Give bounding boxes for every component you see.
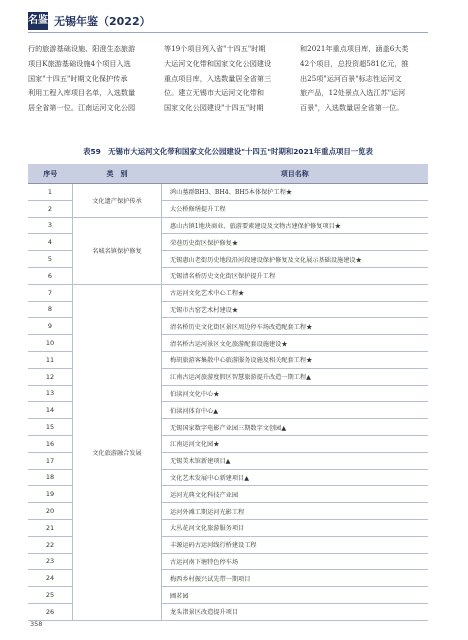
text-line: 位。建立无锡市大运河文化带和: [164, 88, 265, 98]
project-name: 鸿山墓群BH3、BH4、BH5本体保护工程★: [162, 184, 429, 201]
project-name: 伯渎河体育中心▲: [162, 402, 429, 419]
project-name: 荣巷历史街区保护修复★: [162, 234, 429, 251]
project-name: 清名桥历史文化街区景区周边停车场改造配套工程★: [162, 318, 429, 335]
row-number: 17: [28, 452, 73, 469]
row-number: 12: [28, 368, 73, 385]
text-line: 百景"，入选数量居全省第一位。: [300, 103, 404, 113]
project-name: 无锡惠山老街历史地段沿河段建设保护修复及文化展示基础设施建设★: [162, 251, 429, 268]
header-number: 序号: [28, 164, 73, 184]
project-name: 清名桥古运河景区文化旅游配套设施建设★: [162, 335, 429, 352]
project-name: 无锡市古窑艺术村建设★: [162, 301, 429, 318]
project-name: 江南古运河旅游度假区智慧旅游提升改造一期工程▲: [162, 368, 429, 385]
row-number: 23: [28, 553, 73, 570]
book-title: 无锡年鉴（2022）: [54, 15, 151, 28]
header-divider: [28, 32, 428, 33]
row-number: 21: [28, 519, 73, 536]
project-name: 江南运河文化园★: [162, 435, 429, 452]
text-column-3: [300, 42, 428, 116]
table-title: 表59 无锡市大运河文化带和国家文化公园建设"十四五"时期和2021年重点项目一览表: [83, 147, 373, 156]
row-number: 8: [28, 301, 73, 318]
text-line: 国家"十四五"时期文化保护传承: [28, 73, 128, 83]
row-number: 20: [28, 503, 73, 520]
row-number: 9: [28, 318, 73, 335]
text-column-2: [164, 42, 292, 116]
projects-table: [28, 164, 428, 621]
row-number: 7: [28, 284, 73, 301]
row-number: 2: [28, 200, 73, 217]
text-line: 国家文化公园建设"十四五"时期: [164, 103, 264, 113]
project-name: 古运河文化艺术中心工程★: [162, 284, 429, 301]
text-line: 等19个项目列入省"十四五"时期: [164, 44, 266, 53]
body-text: [28, 42, 428, 116]
project-name: 龙头渚景区改造提升项目: [162, 603, 429, 620]
row-number: 24: [28, 570, 73, 587]
row-number: 22: [28, 536, 73, 553]
project-name: 大丛花河文化旅游服务项目: [162, 519, 429, 536]
project-name: 运河外滩工期运河光影工程: [162, 503, 429, 520]
table-header-row: [28, 164, 428, 184]
category-cell: 文化旅游融合发展: [73, 284, 162, 620]
row-number: 13: [28, 385, 73, 402]
header-project-name: 项目名称: [162, 164, 429, 184]
project-name: 圃茗园: [162, 587, 429, 604]
project-name: 梅西乡村振兴试先带一期项目: [162, 570, 429, 587]
table-row: [28, 284, 428, 301]
category-cell: 文化遗产保护传承: [73, 184, 162, 218]
row-number: 6: [28, 267, 73, 284]
project-name: 惠山古镇1地块商业、旅游要素建设及文物古建保护修复项目★: [162, 217, 429, 234]
project-name: 运河光典文化科技产业园: [162, 486, 429, 503]
project-name: 丰源运码古运河线行桥建设工程: [162, 536, 429, 553]
text-line: 大运河文化带和国家文化公园建设: [164, 58, 272, 68]
project-name: 梅胡旅游客集散中心旅游服务设施及相关配套工程★: [162, 351, 429, 368]
text-line: 项目K旅游基础设施4个项目入选: [28, 58, 131, 68]
page-number: 358: [30, 620, 43, 628]
category-cell: 名城名镇保护修复: [73, 217, 162, 284]
project-name: 伯渎河文化中心★: [162, 385, 429, 402]
text-line: 42个项目，总投资超581亿元，推: [300, 58, 409, 68]
row-number: 25: [28, 587, 73, 604]
table-body: [28, 184, 428, 621]
text-line: 和2021年重点项目库，涵盖6大类: [300, 44, 409, 53]
row-number: 1: [28, 184, 73, 201]
row-number: 26: [28, 603, 73, 620]
table-row: [28, 217, 428, 234]
row-number: 3: [28, 217, 73, 234]
row-number: 16: [28, 435, 73, 452]
text-line: 居全省第一位。江南运河文化公园: [28, 103, 136, 113]
yearbook-logo: 名鉴: [28, 12, 48, 30]
project-name: 文化艺术发展中心新建项目▲: [162, 469, 429, 486]
text-line: 旅产品，12处景点入选江苏"运河: [300, 88, 406, 98]
project-name: 无锡清名桥历史文化街区保护提升工程: [162, 267, 429, 284]
row-number: 18: [28, 469, 73, 486]
row-number: 4: [28, 234, 73, 251]
row-number: 10: [28, 335, 73, 352]
row-number: 14: [28, 402, 73, 419]
text-line: 出25项"运河百景"标志性运河文: [300, 73, 402, 83]
project-name: 大公桥修缮提升工程: [162, 200, 429, 217]
table-row: [28, 184, 428, 201]
header-category: 类 别: [73, 164, 162, 184]
text-line: 利用工程入库项目名单，入选数量: [28, 88, 136, 98]
text-column-1: [28, 42, 156, 116]
text-line: 重点项目库，入选数量居全省第三: [164, 73, 272, 83]
page-header: [28, 12, 151, 30]
project-name: 无锡国家数字电影产业园三期数字文创园▲: [162, 419, 429, 436]
project-name: 无锡美术馆新建项目▲: [162, 452, 429, 469]
row-number: 19: [28, 486, 73, 503]
project-name: 古运河南下塘特色停车场: [162, 553, 429, 570]
text-line: 行的旅游基础设施、阳澄生态旅游: [28, 44, 136, 53]
row-number: 15: [28, 419, 73, 436]
row-number: 11: [28, 351, 73, 368]
row-number: 5: [28, 251, 73, 268]
